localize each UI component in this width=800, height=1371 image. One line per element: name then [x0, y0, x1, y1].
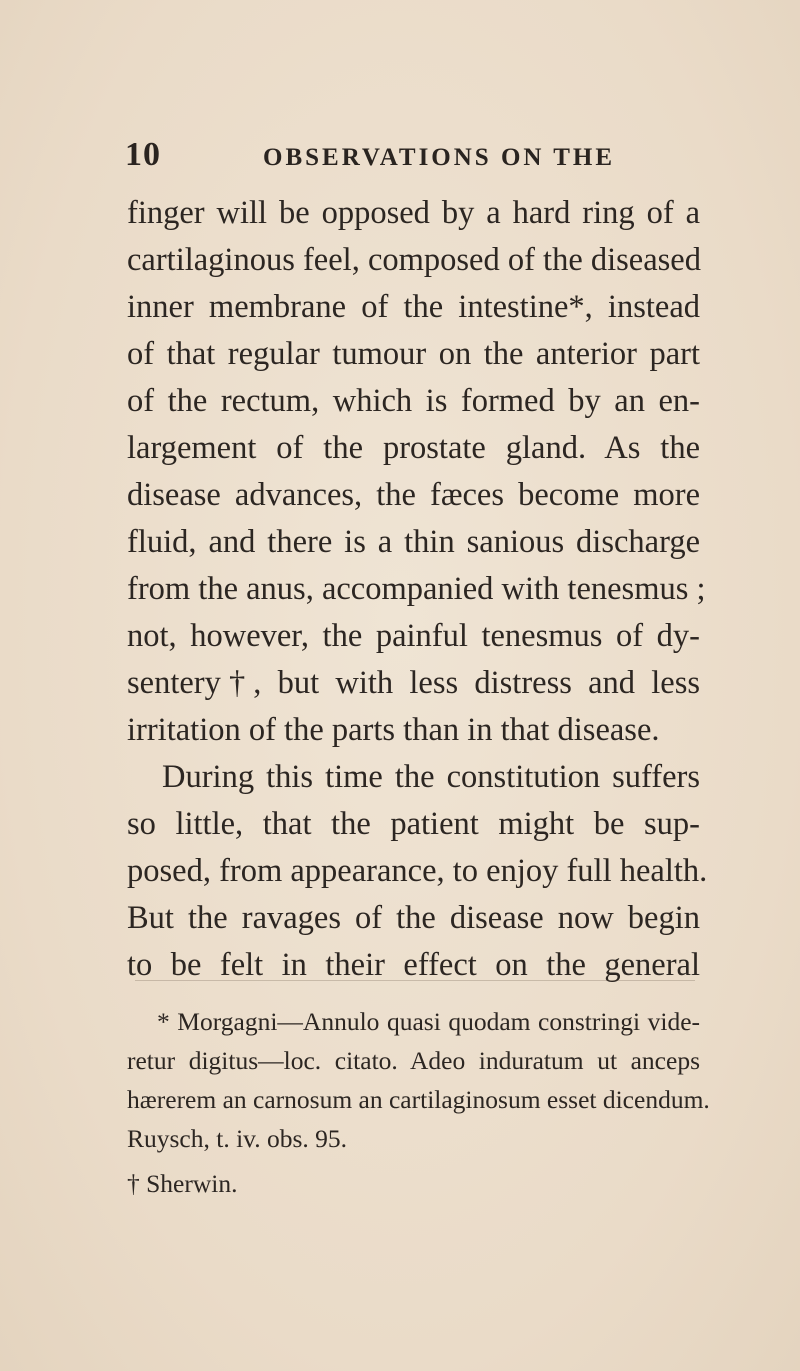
text-line: posed, from appearance, to enjoy full health.: [127, 853, 708, 889]
text-line: finger will be opposed by a hard ring of a: [127, 195, 700, 231]
text-line: During this time the constitution suffers: [162, 759, 700, 795]
footnote-line: hærerem an carnosum an cartilaginosum esset dicendum.: [127, 1085, 710, 1114]
text-line: But the ravages of the disease now begin: [127, 900, 700, 936]
text-line: disease advances, the fæces become more: [127, 477, 700, 513]
body-text: [127, 190, 708, 989]
footnote-divider: [135, 980, 695, 981]
text-line: to be felt in their effect on the general: [127, 947, 700, 983]
footnote-line: † Sherwin.: [127, 1169, 238, 1198]
footnote-line: * Morgagni—Annulo quasi quodam constringi vide-: [157, 1007, 700, 1036]
text-line: largement of the prostate gland. As the: [127, 430, 700, 466]
text-line: of the rectum, which is formed by an en-: [127, 383, 700, 419]
text-line: of that regular tumour on the anterior part: [127, 336, 700, 372]
text-line: sentery†, but with less distress and less: [127, 665, 700, 701]
text-line: inner membrane of the intestine*, instead: [127, 289, 700, 325]
text-line: so little, that the patient might be sup-: [127, 806, 700, 842]
text-line: from the anus, accompanied with tenesmus ;: [127, 571, 706, 607]
running-head: [125, 136, 705, 176]
footnote-line: Ruysch, t. iv. obs. 95.: [127, 1124, 348, 1153]
text-line: not, however, the painful tenesmus of dy-: [127, 618, 700, 654]
footnotes: [127, 1002, 710, 1203]
text-line: cartilaginous feel, composed of the diseased: [127, 242, 701, 278]
text-line: irritation of the parts than in that disease.: [127, 712, 660, 748]
page-number: 10: [125, 136, 161, 173]
running-title: OBSERVATIONS ON THE: [263, 144, 616, 171]
text-line: fluid, and there is a thin sanious discharge: [127, 524, 700, 560]
footnote-line: retur digitus—loc. citato. Adeo induratum ut anceps: [127, 1046, 700, 1075]
